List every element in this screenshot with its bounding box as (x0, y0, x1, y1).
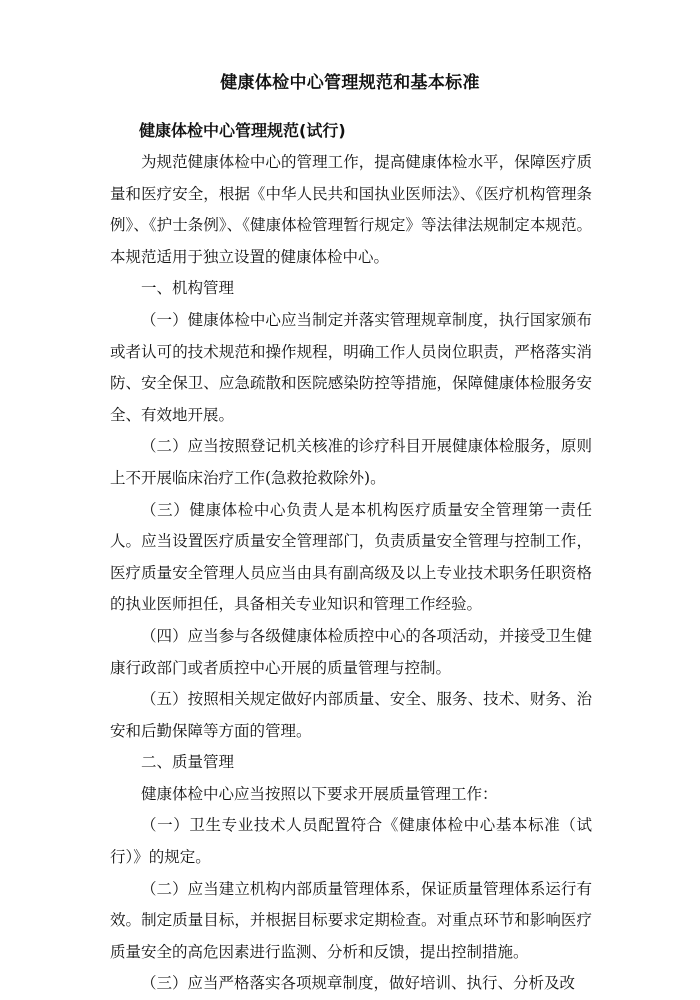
quality-item-2: （二）应当建立机构内部质量管理体系，保证质量管理体系运行有效。制定质量目标，并根据目标要求定期检查。对重点环节和影响医疗质量安全的高危因素进行监测、分析和反馈，提出控制措施。 (110, 879, 592, 961)
paragraph-item-4: （四）应当参与各级健康体检质控中心的各项活动，并接受卫生健康行政部门或者质控中心开展的质量管理与控制。 (110, 626, 592, 677)
paragraph-item-5: （五）按照相关规定做好内部质量、安全、服务、技术、财务、治安和后勤保障等方面的管理。 (110, 690, 592, 740)
quality-item-1: （一）卫生专业技术人员配置符合《健康体检中心基本标准（试行）》的规定。 (110, 816, 592, 867)
paragraph-item-2: （二）应当按照登记机关核准的诊疗科目开展健康体检服务，原则上不开展临床治疗工作(急救抢救除外)。 (110, 437, 592, 487)
section-subtitle: 健康体检中心管理规范(试行) (139, 121, 346, 140)
paragraph-item-1: （一）健康体检中心应当制定并落实管理规章制度，执行国家颁布或者认可的技术规范和操作规程，明确工作人员岗位职责，严格落实消防、安全保卫、应急疏散和医院感染防控等措施，保障健康体检服务安全、有效地开展。 (110, 310, 592, 424)
section-heading-quality-management: 二、质量管理 (141, 753, 235, 772)
document-title: 健康体检中心管理规范和基本标准 (220, 73, 480, 93)
paragraph-item-3: （三）健康体检中心负责人是本机构医疗质量安全管理第一责任人。应当设置医疗质量安全管理部门，负责质量安全管理与控制工作，医疗质量安全管理人员应当由具有副高级及以上专业技术职务任职资格的执业医师担任，具备相关专业知识和管理工作经验。 (110, 500, 592, 614)
quality-intro-paragraph: 健康体检中心应当按照以下要求开展质量管理工作： (141, 784, 498, 803)
quality-item-3: （三）应当严格落实各项规章制度，做好培训、执行、分析及改 (141, 974, 576, 993)
intro-paragraph: 为规范健康体检中心的管理工作，提高健康体检水平，保障医疗质量和医疗安全，根据《中华人民共和国执业医师法》、《医疗机构管理条例》、《护士条例》、《健康体检管理暂行规定》等法律法规制定本规范。本规范适用于独立设置的健康体检中心。 (110, 153, 592, 266)
document-body (110, 147, 592, 1000)
section-heading-institution-management: 一、机构管理 (141, 279, 235, 298)
